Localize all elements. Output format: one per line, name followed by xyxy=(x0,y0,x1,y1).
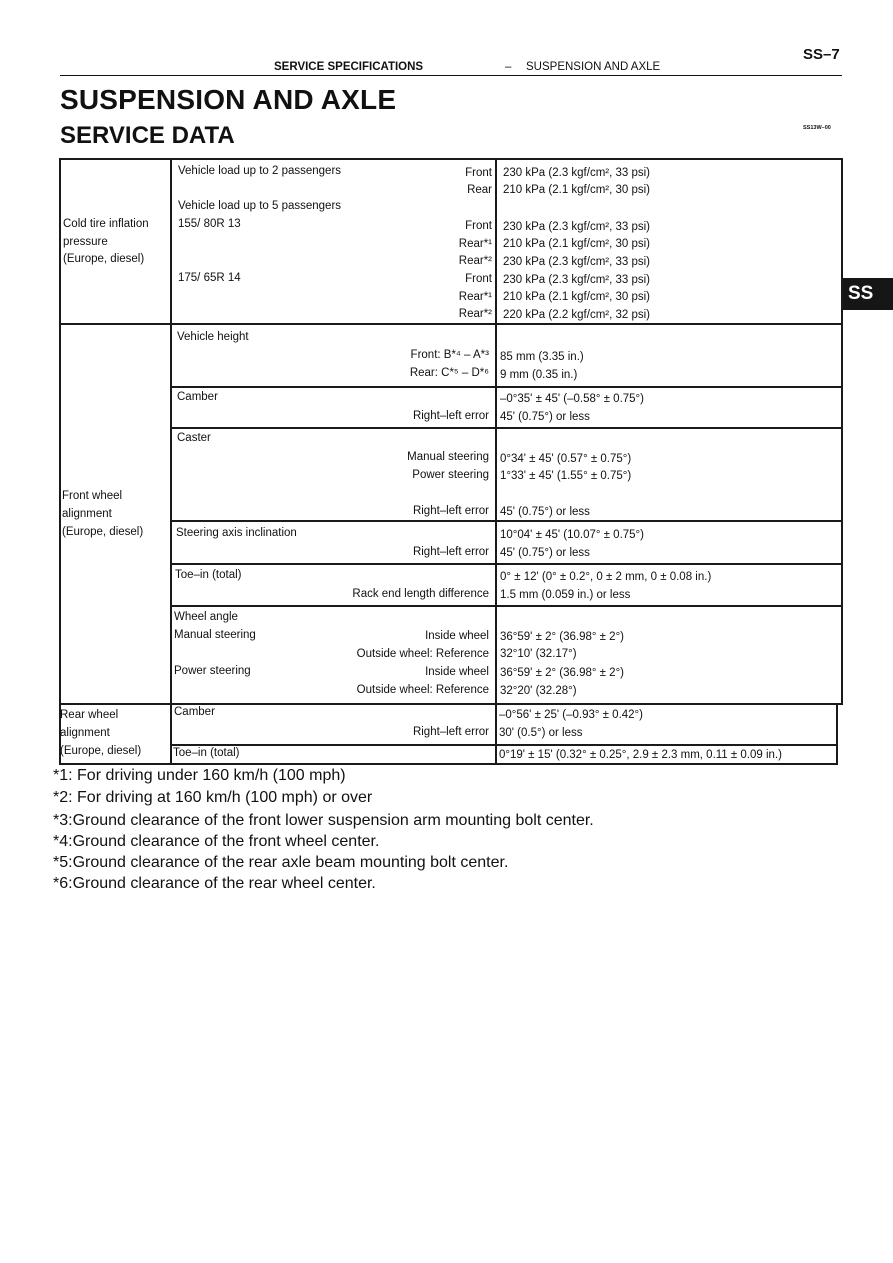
value-caster-power: 1°33' ± 45' (1.55° ± 0.75°) xyxy=(500,470,632,482)
table-border xyxy=(59,158,843,160)
cell-front: Front xyxy=(465,220,492,232)
footnote: *3:Ground clearance of the front lower suspension arm mounting bolt center. xyxy=(53,812,594,829)
cell-right-left-error: Right–left error xyxy=(412,410,489,422)
footnote: *6:Ground clearance of the rear wheel center. xyxy=(53,875,376,892)
value-caster-error: 45' (0.75°) or less xyxy=(500,506,590,518)
cell-rear-1: Rear*¹ xyxy=(458,291,492,303)
cell-rear-2: Rear*² xyxy=(458,308,492,320)
value-rack-difference: 1.5 mm (0.059 in.) or less xyxy=(500,589,631,601)
cell-right-left-error: Right–left error xyxy=(412,505,489,517)
cell-power-steering: Power steering xyxy=(412,469,489,481)
value-sai: 10°04' ± 45' (10.07° ± 0.75°) xyxy=(500,529,644,541)
cell-manual-steering: Manual steering xyxy=(407,451,489,463)
cell-load5: Vehicle load up to 5 passengers xyxy=(178,200,342,212)
value-toe-in: 0° ± 12' (0° ± 0.2°, 0 ± 2 mm, 0 ± 0.08 in.) xyxy=(500,571,712,583)
cell-tire-175: 175/ 65R 14 xyxy=(178,272,241,284)
cell-rack-end-length-difference: Rack end length difference xyxy=(352,588,489,600)
cell-front: Front xyxy=(465,167,492,179)
cell-tire-155: 155/ 80R 13 xyxy=(178,218,241,230)
value-cold-7: 210 kPa (2.1 kgf/cm², 30 psi) xyxy=(503,291,651,303)
value-camber-error: 45' (0.75°) or less xyxy=(500,411,590,423)
cell-camber: Camber xyxy=(177,391,218,403)
table-border xyxy=(836,703,838,765)
running-header xyxy=(60,60,842,76)
table-border xyxy=(495,158,497,765)
value-caster-manual: 0°34' ± 45' (0.57° ± 0.75°) xyxy=(500,453,632,465)
table-border xyxy=(170,386,843,388)
section-side-tab: SS xyxy=(842,278,893,310)
footnote: *1: For driving under 160 km/h (100 mph) xyxy=(53,767,346,784)
table-border xyxy=(170,744,838,746)
value-cold-1: 230 kPa (2.3 kgf/cm², 33 psi) xyxy=(503,167,651,179)
table-border xyxy=(170,605,843,607)
value-wheel-angle-4: 32°20' (32.28°) xyxy=(500,685,577,697)
running-header-dash: – xyxy=(505,61,512,73)
table-border xyxy=(170,427,843,429)
value-cold-5: 230 kPa (2.3 kgf/cm², 33 psi) xyxy=(503,256,651,268)
cell-front: Front xyxy=(465,273,492,285)
cell-steering-axis-inclination: Steering axis inclination xyxy=(176,527,297,539)
cell-load2: Vehicle load up to 2 passengers xyxy=(178,165,342,177)
table-border xyxy=(59,323,843,325)
value-wheel-angle-3: 36°59' ± 2° (36.98° ± 2°) xyxy=(500,667,625,679)
group-front-wheel-alignment: Front wheel alignment (Europe, diesel) xyxy=(62,490,144,538)
value-cold-4: 210 kPa (2.1 kgf/cm², 30 psi) xyxy=(503,238,651,250)
table-border xyxy=(170,520,843,522)
cell-right-left-error: Right–left error xyxy=(412,726,489,738)
value-rear-toe-in: 0°19' ± 15' (0.32° ± 0.25°, 2.9 ± 2.3 mm, 0.11 ± 0.09 in.) xyxy=(499,749,782,761)
cell-right-left-error: Right–left error xyxy=(412,546,489,558)
table-border xyxy=(59,763,838,765)
cell-outside-wheel: Outside wheel: Reference xyxy=(356,684,489,696)
cell-rear-toe-in: Toe–in (total) xyxy=(173,747,240,759)
cell-outside-wheel: Outside wheel: Reference xyxy=(356,648,489,660)
table-border xyxy=(170,563,843,565)
cell-caster: Caster xyxy=(177,432,211,444)
value-sai-error: 45' (0.75°) or less xyxy=(500,547,590,559)
value-cold-2: 210 kPa (2.1 kgf/cm², 30 psi) xyxy=(503,184,651,196)
cell-inside-wheel: Inside wheel xyxy=(425,630,489,642)
cell-rear-2: Rear*² xyxy=(458,255,492,267)
cell-manual-steering: Manual steering xyxy=(174,629,256,641)
footnote: *5:Ground clearance of the rear axle beam mounting bolt center. xyxy=(53,854,509,871)
value-wheel-angle-1: 36°59' ± 2° (36.98° ± 2°) xyxy=(500,631,625,643)
footnote: *2: For driving at 160 km/h (100 mph) or over xyxy=(53,789,373,806)
cell-rear: Rear xyxy=(467,184,492,196)
table-border xyxy=(841,158,843,705)
cell-toe-in: Toe–in (total) xyxy=(175,569,242,581)
value-wheel-angle-2: 32°10' (32.17°) xyxy=(500,648,577,660)
cell-height-rear: Rear: C*⁵ – D*⁶ xyxy=(409,367,489,379)
table-border xyxy=(59,158,61,765)
cell-inside-wheel: Inside wheel xyxy=(425,666,489,678)
cell-vehicle-height: Vehicle height xyxy=(177,331,249,343)
value-cold-6: 230 kPa (2.3 kgf/cm², 33 psi) xyxy=(503,274,651,286)
page-title: SUSPENSION AND AXLE xyxy=(60,84,397,115)
value-height-front: 85 mm (3.35 in.) xyxy=(500,351,584,363)
group-cold-tire-inflation: Cold tire inflation pressure (Europe, diesel) xyxy=(63,218,149,265)
value-cold-3: 230 kPa (2.3 kgf/cm², 33 psi) xyxy=(503,221,651,233)
group-rear-wheel-alignment: Rear wheel alignment (Europe, diesel) xyxy=(60,709,142,757)
page-number: SS–7 xyxy=(803,46,840,63)
footnote: *4:Ground clearance of the front wheel center. xyxy=(53,833,380,850)
running-header-subsection: SUSPENSION AND AXLE xyxy=(526,61,661,73)
document-code: SS13W–00 xyxy=(803,125,831,131)
value-rear-camber: –0°56' ± 25' (–0.93° ± 0.42°) xyxy=(499,709,643,721)
cell-rear-1: Rear*¹ xyxy=(458,238,492,250)
running-header-section: SERVICE SPECIFICATIONS xyxy=(274,61,424,73)
cell-wheel-angle: Wheel angle xyxy=(174,611,238,623)
value-height-rear: 9 mm (0.35 in.) xyxy=(500,369,578,381)
value-camber: –0°35' ± 45' (–0.58° ± 0.75°) xyxy=(500,393,644,405)
table-border xyxy=(170,158,172,765)
cell-height-front: Front: B*⁴ – A*³ xyxy=(410,349,489,361)
value-rear-camber-error: 30' (0.5°) or less xyxy=(499,727,583,739)
page-subtitle: SERVICE DATA xyxy=(60,122,235,149)
cell-rear-camber: Camber xyxy=(174,706,215,718)
value-cold-8: 220 kPa (2.2 kgf/cm², 32 psi) xyxy=(503,309,651,321)
cell-power-steering: Power steering xyxy=(174,665,251,677)
